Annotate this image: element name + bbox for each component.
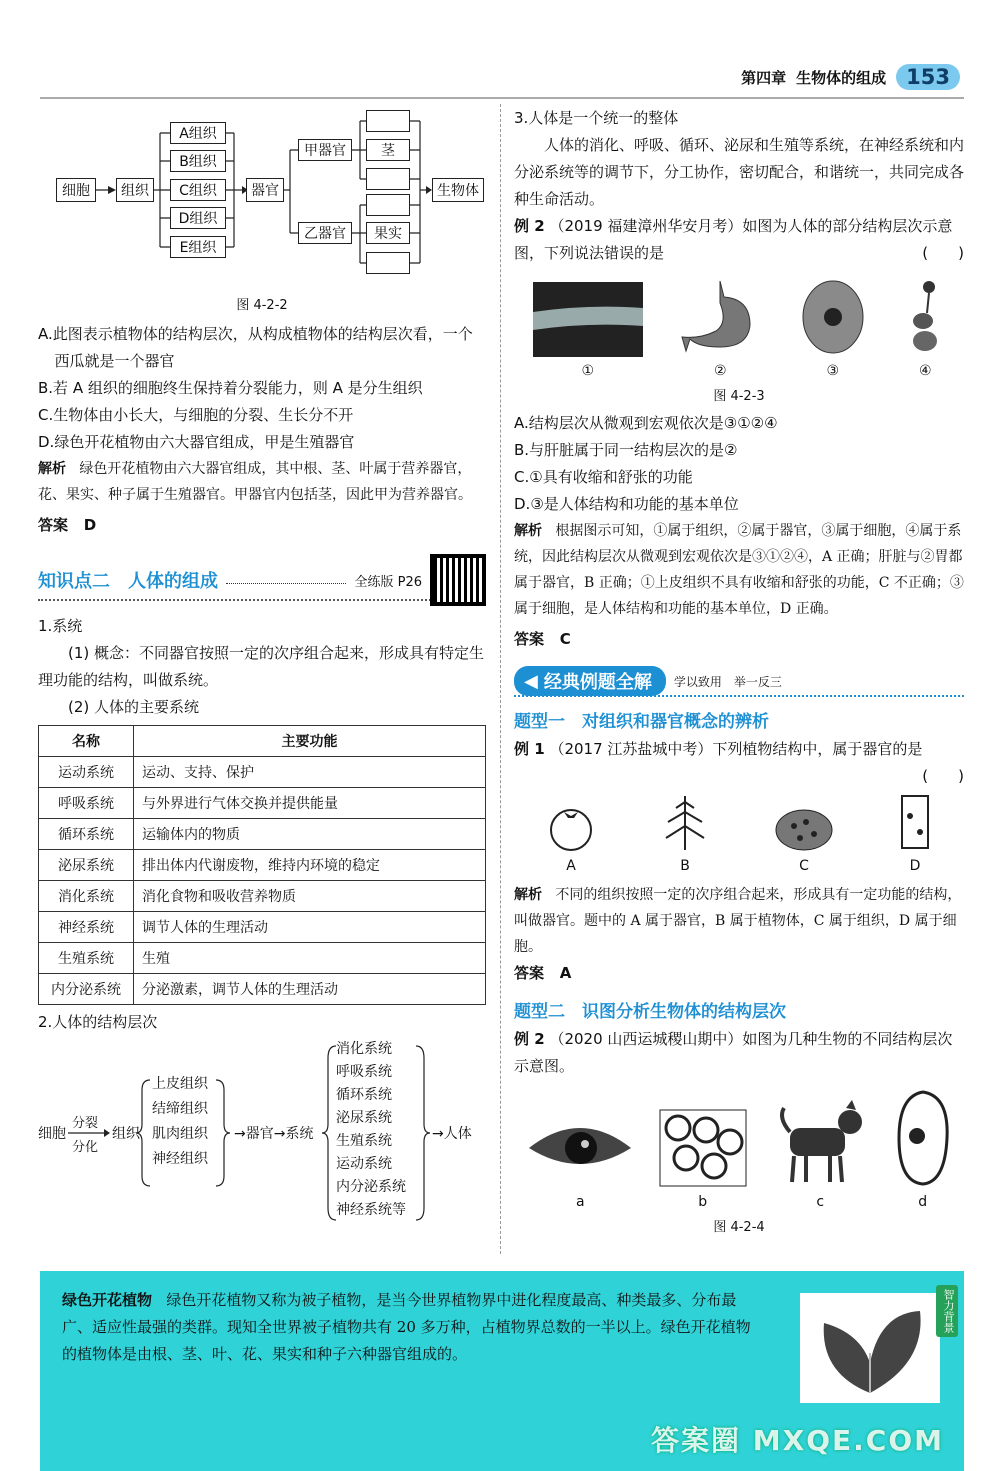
table-cell-func: 调节人体的生理活动 xyxy=(134,912,486,943)
option-b: B.若 A 组织的细胞终生保持着分裂能力，则 A 是分生组织 xyxy=(38,379,423,397)
figure-label: C xyxy=(799,858,809,874)
table-header-name: 名称 xyxy=(39,726,134,757)
example-label: 例 1 xyxy=(514,740,545,758)
figure-label: ④ xyxy=(918,363,932,379)
list-item: 呼吸系统 xyxy=(336,1064,392,1080)
diagram-stem-box: 茎 xyxy=(366,139,410,161)
table-cell-func: 消化食物和吸收营养物质 xyxy=(134,881,486,912)
classic-examples-banner xyxy=(514,667,964,697)
diagram-organ-box: 器官 xyxy=(246,178,284,202)
analysis-text: 不同的组织按照一定的次序组合起来，形成具有一定功能的结构，叫做器官。题中的 A 属于器官，B 属于植物体，C 属于组织，D 属于细胞。 xyxy=(514,887,962,955)
body-label: →人体 xyxy=(432,1126,472,1142)
ex2-option-b: B.与肝脏属于同一结构层次的是② xyxy=(514,441,738,459)
dog-image xyxy=(770,1098,870,1188)
example-1-bracket: ( ) xyxy=(922,767,964,785)
list-item: 泌尿系统 xyxy=(336,1110,392,1126)
heading-3: 3.人体是一个统一的整体 xyxy=(514,109,679,127)
ex2-option-a: A.结构层次从微观到宏观依次是③①②④ xyxy=(514,414,778,432)
diagram-fruit-box: 果实 xyxy=(366,222,410,244)
plant-icon xyxy=(660,792,710,852)
table-cell-name: 生殖系统 xyxy=(39,943,134,974)
speaker-icon: ◀ xyxy=(524,670,538,692)
figure-label: b xyxy=(698,1194,708,1210)
diagram-blank-2 xyxy=(366,168,410,190)
background-info-box xyxy=(40,1271,964,1471)
figure-label: ③ xyxy=(826,363,840,379)
list-item: 生殖系统 xyxy=(336,1133,392,1149)
analysis-label: 解析 xyxy=(38,461,66,477)
table-cell-name: 消化系统 xyxy=(39,881,134,912)
list-item: 结缔组织 xyxy=(152,1101,208,1117)
diagram-tissue-c: C组织 xyxy=(170,179,226,201)
analysis-label: 解析 xyxy=(514,523,542,539)
option-a: A.此图表示植物体的结构层次，从构成植物体的结构层次看，一个西瓜就是一个器官 xyxy=(38,325,473,370)
arrow-label-differentiate: 分化 xyxy=(72,1140,99,1155)
example-text: （2017 江苏盐城中考）下列植物结构中，属于器官的是 xyxy=(549,740,923,758)
list-item: 消化系统 xyxy=(336,1041,392,1057)
figure-item xyxy=(893,1088,953,1210)
plant-cell-icon xyxy=(898,792,932,852)
analysis-text: 根据图示可知，①属于组织，②属于器官，③属于细胞，④属于系统，因此结构层次从微观到宏观依次是③①②④，A 正确；肝脏与②胃都属于器官，B 正确；①上皮组织不具有收缩和舒张的功能，C 不正确；③属于细胞，是人体结构和功能的基本单位，D 正确。 xyxy=(514,523,964,617)
side-tag: 智力背景 xyxy=(936,1285,958,1337)
diagram-tissue-box: 组织 xyxy=(116,178,154,202)
diagram-blank-1 xyxy=(366,110,410,132)
background-term: 绿色开花植物 xyxy=(62,1291,153,1309)
column-divider xyxy=(500,104,501,1254)
eye-image xyxy=(525,1108,635,1188)
analysis-label: 解析 xyxy=(514,887,542,903)
table-cell-func: 与外界进行气体交换并提供能量 xyxy=(134,788,486,819)
section-dots xyxy=(226,583,346,584)
answer-value: C xyxy=(559,630,571,648)
list-item: 循环系统 xyxy=(336,1087,392,1103)
table-cell-name: 泌尿系统 xyxy=(39,850,134,881)
header-rule xyxy=(40,97,964,99)
tissue-list xyxy=(152,1072,208,1172)
section-knowledge-2 xyxy=(38,561,486,601)
system-concept: (1) 概念：不同器官按照一定的次序组合起来，形成具有特定生理功能的结构，叫做系统。 xyxy=(38,644,485,689)
example-text: （2019 福建漳州华安月考）如图为人体的部分结构层次示意图，下列说法错误的是 xyxy=(514,217,953,262)
example-3-question xyxy=(514,1026,964,1080)
body-cell: 细胞 xyxy=(38,1126,66,1142)
answer-label: 答案 xyxy=(514,964,545,982)
qr-code-icon[interactable] xyxy=(430,554,486,606)
figure-item xyxy=(770,1098,870,1210)
table-cell-name: 运动系统 xyxy=(39,757,134,788)
system-list xyxy=(336,1038,406,1222)
table-row xyxy=(39,912,486,943)
system-heading: 1.系统 xyxy=(38,617,83,635)
arrow-label-divide: 分裂 xyxy=(72,1116,99,1131)
ex1-answer xyxy=(514,960,964,987)
diagram-tissue-d: D组织 xyxy=(170,207,226,229)
table-cell-func: 运输体内的物质 xyxy=(134,819,486,850)
figure-item xyxy=(546,802,596,874)
table-header-row xyxy=(39,726,486,757)
figure-4-2-3 xyxy=(514,277,964,379)
figure-caption-4-2-4: 图 4-2-4 xyxy=(713,1220,765,1235)
list-item: 神经系统等 xyxy=(336,1202,406,1218)
stomach-icon xyxy=(680,277,760,357)
diagram-tissue-e: E组织 xyxy=(170,236,226,258)
classic-subtitle: 学以致用 举一反三 xyxy=(673,674,782,689)
option-c: C.生物体由小长大，与细胞的分裂、生长分不开 xyxy=(38,406,354,424)
section-title: 知识点二 人体的组成 xyxy=(38,571,218,592)
table-cell-name: 呼吸系统 xyxy=(39,788,134,819)
answer-label: 答案 xyxy=(38,516,69,534)
figure-label: d xyxy=(918,1194,928,1210)
systems-table xyxy=(38,725,486,1005)
answer-value: A xyxy=(559,964,572,982)
tomato-icon xyxy=(546,802,596,852)
ex2-option-c: C.①具有收缩和舒张的功能 xyxy=(514,468,693,486)
figure-item xyxy=(525,1108,635,1210)
ex2-option-d: D.③是人体结构和功能的基本单位 xyxy=(514,495,739,513)
figure-label: D xyxy=(909,858,921,874)
answer-bracket: ( ) xyxy=(922,244,964,262)
list-item: 内分泌系统 xyxy=(336,1179,406,1195)
background-info-text xyxy=(62,1287,762,1368)
section-ref: 全练版 P26 xyxy=(354,574,422,590)
table-cell-func: 分泌激素，调节人体的生理活动 xyxy=(134,974,486,1005)
answer-block xyxy=(38,512,486,539)
analysis-text: 绿色开花植物由六大器官组成，其中根、茎、叶属于营养器官，花、果实、种子属于生殖器官。甲器官内包括茎，因此甲为营养器官。 xyxy=(38,461,472,503)
figure-item xyxy=(533,282,643,379)
table-row xyxy=(39,757,486,788)
option-d: D.绿色开花植物由六大器官组成，甲是生殖器官 xyxy=(38,433,355,451)
example-label: 例 2 xyxy=(514,217,545,235)
answer-label: 答案 xyxy=(514,630,545,648)
background-body: 绿色开花植物又称为被子植物，是当今世界植物界中进化程度最高、种类最多、分布最广、适应性最强的类群。现知全世界被子植物共有 20 多万种，占植物界总数的一半以上。绿色开花植物的植物体是由根、茎、叶、花、果实和种子六种器官组成的。 xyxy=(62,1291,751,1363)
list-item: 上皮组织 xyxy=(152,1076,208,1092)
figure-item xyxy=(798,277,868,379)
diagram-body-structure xyxy=(38,1036,486,1236)
diagram-blank-3 xyxy=(366,194,410,216)
figure-item xyxy=(898,792,932,874)
table-header-func: 主要功能 xyxy=(134,726,486,757)
table-cell-name: 循环系统 xyxy=(39,819,134,850)
chapter-title: 生物体的组成 xyxy=(796,68,887,87)
analysis-block xyxy=(38,456,486,508)
figure-caption-4-2-3: 图 4-2-3 xyxy=(713,389,765,404)
ex1-analysis xyxy=(514,882,964,960)
right-column xyxy=(514,105,964,1241)
figure-label: c xyxy=(816,1194,825,1210)
page-number: 153 xyxy=(896,64,960,90)
table-row xyxy=(39,881,486,912)
tissue-cluster-icon xyxy=(774,808,834,852)
table-row xyxy=(39,819,486,850)
chapter-label: 第四章 xyxy=(741,68,787,87)
tissue-image xyxy=(533,282,643,357)
cell-icon xyxy=(798,277,868,357)
diagram-cell-box: 细胞 xyxy=(56,178,96,202)
diagram-plant-structure xyxy=(38,105,486,290)
table-cell-name: 神经系统 xyxy=(39,912,134,943)
structure-heading: 2.人体的结构层次 xyxy=(38,1013,158,1031)
example-2-question xyxy=(514,213,964,267)
diagram-tissue-a: A组织 xyxy=(170,122,226,144)
diagram-organ-b: 乙器官 xyxy=(298,222,352,244)
list-item: 肌肉组织 xyxy=(152,1126,208,1142)
table-cell-func: 生殖 xyxy=(134,943,486,974)
diagram-organism-box: 生物体 xyxy=(432,178,484,202)
diagram-blank-4 xyxy=(366,252,410,274)
answer-value: D xyxy=(83,516,97,534)
figure-label: ① xyxy=(581,363,595,379)
ex2-analysis xyxy=(514,518,964,622)
question-type-2: 题型二 识图分析生物体的结构层次 xyxy=(514,1002,786,1022)
figure-label: A xyxy=(566,858,576,874)
table-row xyxy=(39,943,486,974)
classic-title: 经典例题全解 xyxy=(543,672,652,693)
system-main-heading: (2) 人体的主要系统 xyxy=(68,698,200,716)
diagram-tissue-b: B组织 xyxy=(170,150,226,172)
diagram-organ-a: 甲器官 xyxy=(298,139,352,161)
table-row xyxy=(39,788,486,819)
leaf-image xyxy=(800,1293,940,1403)
organ-system-label: →器官→系统 xyxy=(234,1126,314,1142)
figure-ex1 xyxy=(514,792,964,874)
figure-label: a xyxy=(575,1194,585,1210)
example-label: 例 2 xyxy=(514,1030,545,1048)
tissue-network-image xyxy=(658,1108,748,1188)
example-1-question xyxy=(514,736,964,763)
plant-cell-image xyxy=(893,1088,953,1188)
figure-caption-4-2-2: 图 4-2-2 xyxy=(236,298,288,313)
list-item: 神经组织 xyxy=(152,1151,208,1167)
table-cell-name: 内分泌系统 xyxy=(39,974,134,1005)
figure-4-2-4 xyxy=(514,1088,964,1210)
figure-item xyxy=(905,277,945,379)
figure-item xyxy=(660,792,710,874)
paragraph-3: 人体的消化、呼吸、循环、泌尿和生殖等系统，在神经系统和内分泌系统等的调节下，分工协作，密切配合，和谐统一，共同完成各种生命活动。 xyxy=(514,136,965,208)
figure-item xyxy=(774,808,834,874)
example-text: （2020 山西运城稷山期中）如图为几种生物的不同结构层次示意图。 xyxy=(514,1030,953,1075)
table-row xyxy=(39,974,486,1005)
figure-item xyxy=(658,1108,748,1210)
table-cell-func: 运动、支持、保护 xyxy=(134,757,486,788)
figure-label: ② xyxy=(713,363,727,379)
figure-label: B xyxy=(680,858,690,874)
ex2-answer xyxy=(514,626,964,653)
digestive-system-icon xyxy=(905,277,945,357)
left-column xyxy=(38,105,486,1236)
body-tissue: 组织 xyxy=(112,1126,140,1142)
list-item: 运动系统 xyxy=(336,1156,392,1172)
classic-examples-pill xyxy=(514,666,666,696)
page-header xyxy=(741,60,960,94)
figure-item xyxy=(680,277,760,379)
table-cell-func: 排出体内代谢废物，维持内环境的稳定 xyxy=(134,850,486,881)
question-type-1: 题型一 对组织和器官概念的辨析 xyxy=(514,712,769,732)
watermark: 答案圈 MXQE.COM xyxy=(651,1424,944,1457)
table-row xyxy=(39,850,486,881)
